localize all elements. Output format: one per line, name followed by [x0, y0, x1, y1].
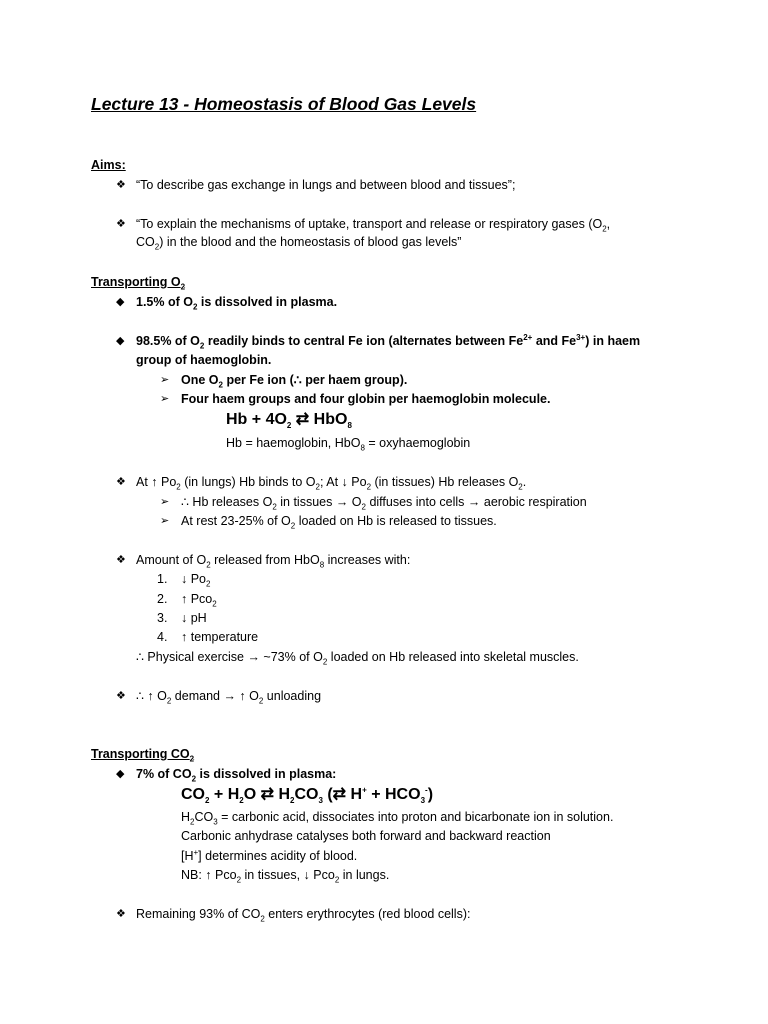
aims-item-2-cont: $CO_2$) in the blood and the homeostasis of blood gas levels” — [136, 235, 462, 252]
o2-point-2: 98.5% of $O_2$ readily binds to central Fe ion (alternates between $Fe^{2+}$ and $Fe^{3+}$) in haem — [136, 332, 641, 351]
solid-diamond-bullet-icon: ◆ — [116, 296, 125, 308]
list-number: 4. — [157, 630, 168, 644]
diamond-bullet-icon: ❖ — [116, 554, 126, 566]
solid-diamond-bullet-icon: ◆ — [116, 335, 125, 347]
o2-point-2-cont: group of haemoglobin. — [136, 353, 272, 367]
exercise-note: ∴ Physical exercise → ~73% of $O_2$ loaded on Hb released into skeletal muscles. — [136, 650, 579, 667]
o2-subpoint-1: One $O_2$ per Fe ion (∴ per haem group). — [181, 373, 408, 390]
o2-point-3-sub-1: ∴ Hb releases $O_2$ in tissues → $O_2$ diffuses into cells → aerobic respiration — [181, 495, 587, 512]
aims-heading: Aims: — [91, 158, 126, 172]
co2-note-2: Carbonic anhydrase catalyses both forward and backward reaction — [181, 829, 551, 843]
page-title: Lecture 13 - Homeostasis of Blood Gas Levels — [91, 94, 477, 114]
equation-note: Hb = haemoglobin, HbO$_8$ = oxyhaemoglobin — [226, 436, 471, 453]
co2-point-1: 7% of $CO_2$ is dissolved in plasma: — [136, 767, 337, 784]
list-number: 3. — [157, 611, 168, 625]
o2-point-3: At ↑ $Po_2$ (in lungs) Hb binds to $O_2$; At ↓ $Po_2$ (in tissues) Hb releases $O_2$. — [136, 475, 527, 492]
co2-note-3: [H+] determines acidity of blood. — [181, 847, 358, 863]
arrow-bullet-icon: ➢ — [160, 374, 170, 386]
aims-item-1: “To describe gas exchange in lungs and between blood and tissues”; — [136, 178, 516, 192]
o2-point-5: ∴ ↑ $O_2$ demand → ↑ $O_2$ unloading — [136, 689, 322, 706]
list-number: 2. — [157, 592, 168, 606]
arrow-bullet-icon: ➢ — [160, 393, 170, 405]
equation-haemoglobin: $Hb + 4O_2$ ⇄ HbO$_8$ — [226, 411, 352, 431]
aims-item-2: “To explain the mechanisms of uptake, transport and release or respiratory gases ($O_2$, — [136, 217, 611, 234]
diamond-bullet-icon: ❖ — [116, 218, 126, 230]
list-item: ↑ temperature — [181, 630, 259, 644]
co2-note-4: NB: ↑ Pco$_2$ in tissues, ↓ Pco$_2$ in lungs. — [181, 868, 390, 885]
equation-carbonic-acid: $CO_2 + H_2O$ ⇄ $H_2CO_3$ (⇄ $H^+ + HCO_3^-$) — [181, 785, 434, 806]
co2-note-1: $H_2CO_3$ = carbonic acid, dissociates into proton and bicarbonate ion in solution. — [181, 810, 614, 827]
list-item: ↓ $Po_2$ — [181, 572, 211, 589]
o2-point-1: 1.5% of $O_2$ is dissolved in plasma. — [136, 295, 338, 312]
list-item: ↓ pH — [181, 611, 207, 625]
diamond-bullet-icon: ❖ — [116, 690, 126, 702]
o2-point-4: Amount of $O_2$ released from HbO$_8$ increases with: — [136, 553, 411, 570]
arrow-bullet-icon: ➢ — [160, 496, 170, 508]
co2-point-2: Remaining 93% of $CO_2$ enters erythrocytes (red blood cells): — [136, 907, 471, 924]
diamond-bullet-icon: ❖ — [116, 908, 126, 920]
diamond-bullet-icon: ❖ — [116, 179, 126, 191]
list-item: ↑ Pco$_2$ — [181, 592, 217, 609]
list-number: 1. — [157, 572, 168, 586]
o2-point-3-sub-2: At rest 23-25% of $O_2$ loaded on Hb is released to tissues. — [181, 514, 497, 531]
section-heading-o2: Transporting $O_2$ — [91, 275, 186, 292]
section-heading-co2: Transporting $CO_2$ — [91, 747, 195, 764]
diamond-bullet-icon: ❖ — [116, 476, 126, 488]
o2-subpoint-2: Four haem groups and four globin per haemoglobin molecule. — [181, 392, 551, 406]
arrow-bullet-icon: ➢ — [160, 515, 170, 527]
solid-diamond-bullet-icon: ◆ — [116, 768, 125, 780]
